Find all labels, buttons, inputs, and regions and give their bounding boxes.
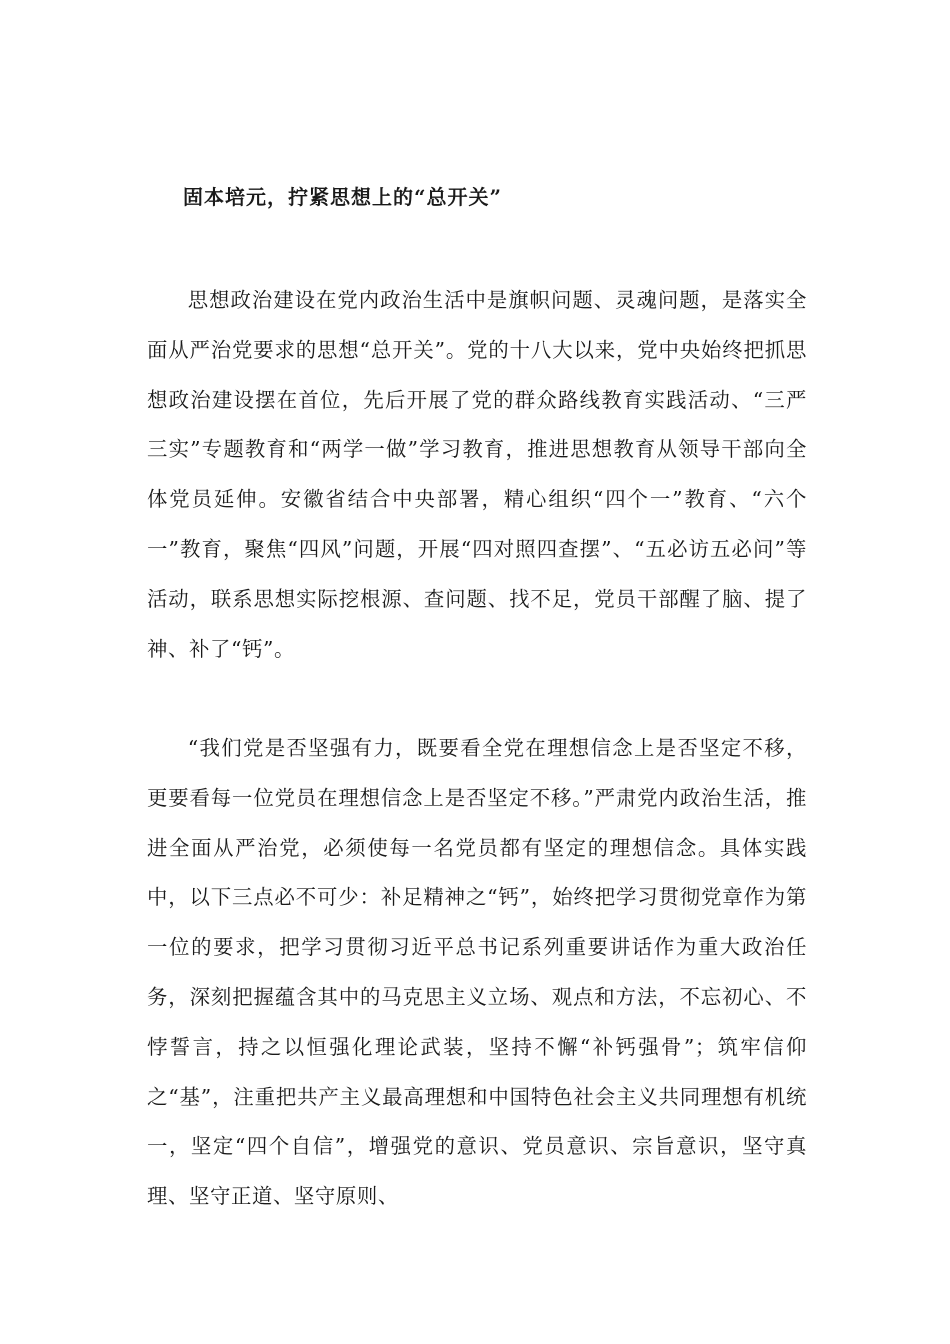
- paragraph-1: 思想政治建设在党内政治生活中是旗帜问题、灵魂问题，是落实全面从严治党要求的思想“总开关”。党的十八大以来，党中央始终把抓思想政治建设摆在首位，先后开展了党的群众路线教育实践活动、“三严三实”专题教育和“两学一做”学习教育，推进思想教育从领导干部向全体党员延伸。安徽省结合中央部署，精心组织“四个一”教育、“六个一”教育，聚焦“四风”问题，开展“四对照四查摆”、“五必访五必问”等活动，联系思想实际挖根源、查问题、找不足，党员干部醒了脑、提了神、补了“钙”。: [147, 288, 807, 661]
- section-heading: 固本培元，拧紧思想上的“总开关”: [183, 185, 503, 209]
- paragraph-2: “我们党是否坚强有力，既要看全党在理想信念上是否坚定不移，更要看每一位党员在理想信念上是否坚定不移。”严肃党内政治生活，推进全面从严治党，必须使每一名党员都有坚定的理想信念。具体实践中，以下三点必不可少：补足精神之“钙”，始终把学习贯彻党章作为第一位的要求，把学习贯彻习近平总书记系列重要讲话作为重大政治任务，深刻把握蕴含其中的马克思主义立场、观点和方法，不忘初心、不悖誓言，持之以恒强化理论武装，坚持不懈“补钙强骨”；筑牢信仰之“基”，注重把共产主义最高理想和中国特色社会主义共同理想有机统一，坚定“四个自信”，增强党的意识、党员意识、宗旨意识，坚守真理、坚守正道、坚守原则、: [147, 736, 807, 1209]
